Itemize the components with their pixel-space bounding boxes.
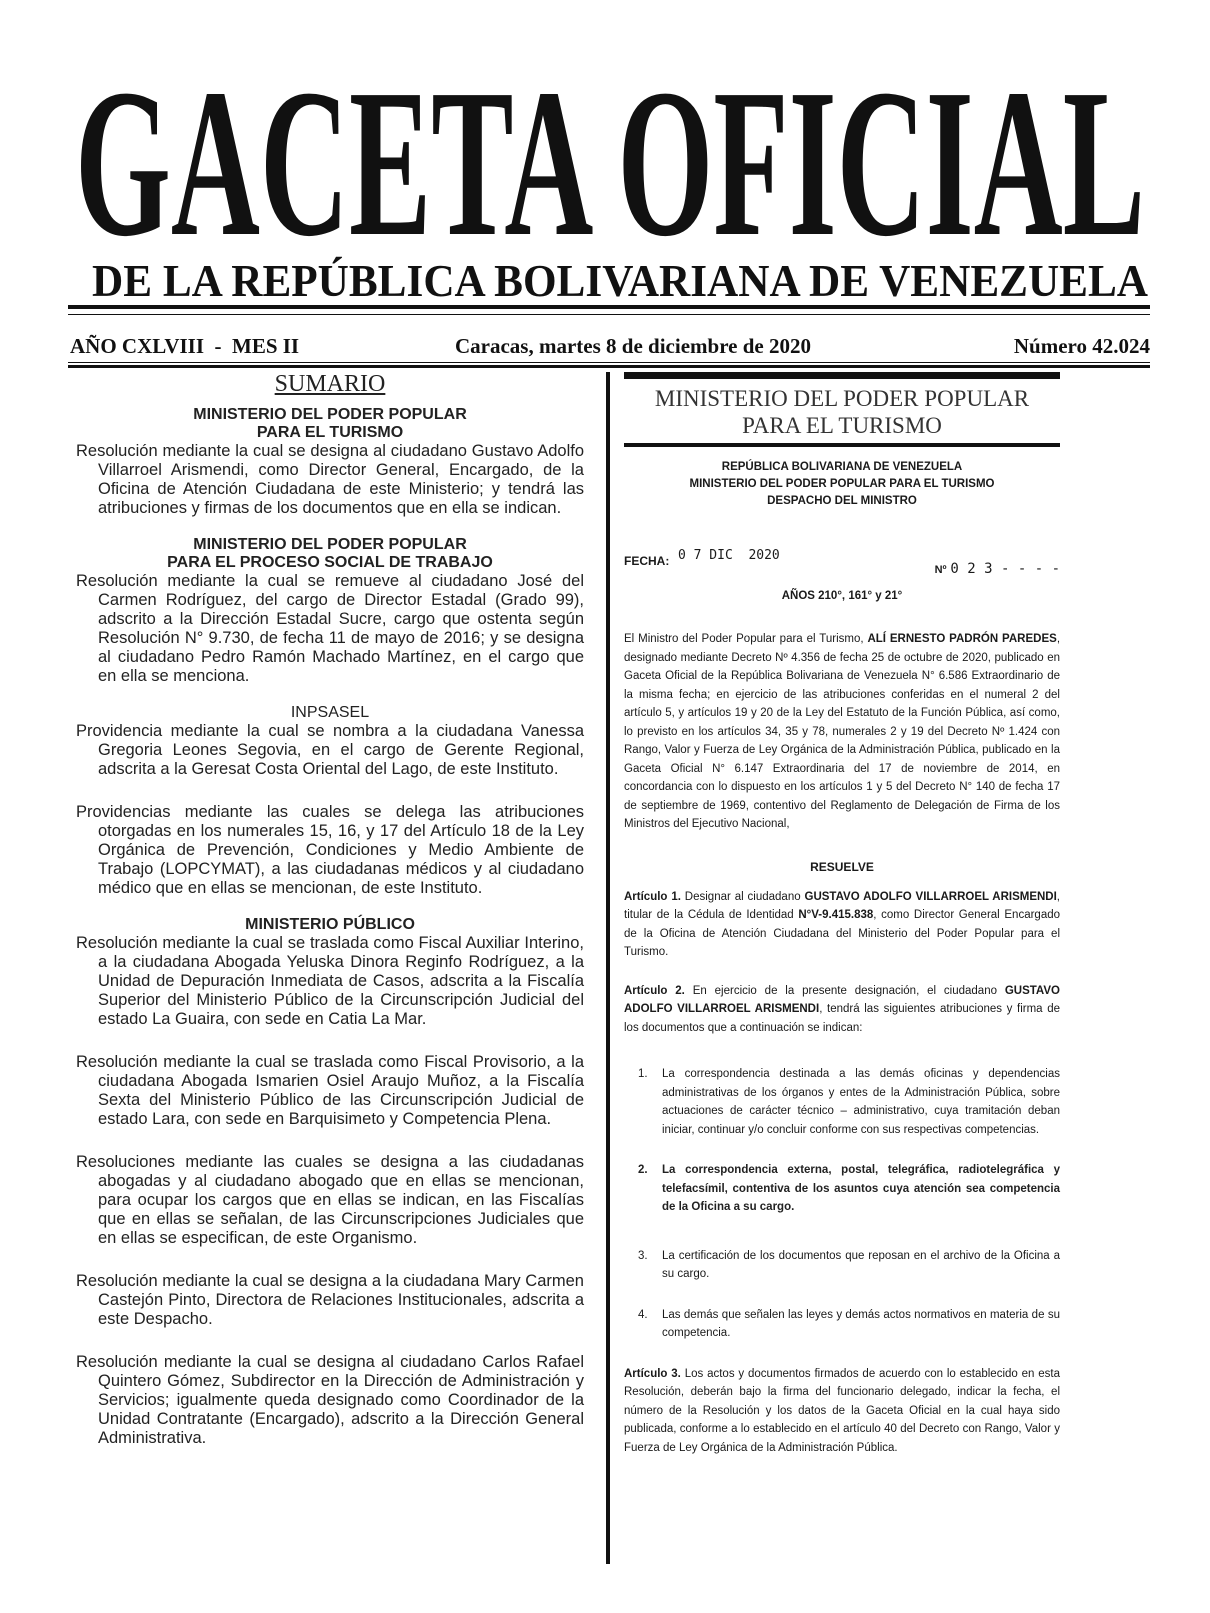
issue-date: Caracas, martes 8 de diciembre de 2020	[455, 334, 811, 358]
number-label: Nº	[934, 564, 947, 576]
header-rule-top-thin	[68, 314, 1150, 315]
list-item: 4. Las demás que señalen las leyes y demás actos normativos en materia de su competencia.	[638, 1308, 1060, 1339]
sumario-entry: Resolución mediante la cual se traslada como Fiscal Provisorio, a la ciudadana Abogada Ismarien Osiel Araujo Muñoz, a la Fiscalía Sexta del Ministerio Público de las Circunscripción Judicial de estado Lara, con sede en Barquisimeto y Competencia Plena.	[76, 1053, 584, 1128]
resuelve-heading: RESUELVE	[810, 859, 874, 874]
sumario-column	[76, 368, 584, 1448]
years-line: AÑOS 210°, 161° y 21°	[781, 590, 903, 602]
sumario-entry: Resolución mediante la cual se designa al ciudadano Carlos Rafael Quintero Gómez, Subdirector en la Dirección de Administración y Servicios; igualmente queda designado como Coordinador de la Unidad Contratante (Encargado), adscrito a la Dirección General Administrativa.	[76, 1353, 584, 1447]
section-heading: INPSASEL	[290, 704, 370, 721]
masthead-subtitle	[90, 254, 1150, 304]
masthead-title	[70, 52, 1150, 252]
ministry-rule-bottom	[624, 443, 1060, 447]
section-heading: MINISTERIO PÚBLICO	[245, 916, 415, 933]
resolution-number	[935, 560, 1060, 577]
date-number-row	[624, 548, 1060, 577]
number-value: 0 2 3 - - - -	[950, 561, 1060, 577]
attributions-list	[624, 1065, 1060, 1343]
list-item: 3. La certificación de los documentos que reposan en el archivo de la Oficina a su cargo.	[638, 1249, 1060, 1280]
svg-text:GACETA OFICIAL: GACETA OFICIAL	[75, 52, 1145, 252]
list-item: 1. La correspondencia destinada a las demás oficinas y dependencias administrativas de los órganos y entes de la Administración Pública, sobre actuaciones de carácter técnico – administrativo, cuya tramitación deban iniciar, continuar y/o concluir conforme con sus respectivas competencias.	[638, 1068, 1060, 1136]
section-heading: MINISTERIO DEL PODER POPULAR PARA EL TURISMO	[193, 406, 467, 441]
sumario-entry: Resolución mediante la cual se remueve al ciudadano José del Carmen Rodríguez, del cargo de Director Estadal (Grado 99), adscrito a la Dirección Estadal Sucre, cargo que ostenta según Resolución N° 9.730, de fecha 11 de mayo de 2016; y se designa al ciudadano Pedro Ramón Machado Martínez, en el cargo que en ella se menciona.	[76, 572, 584, 685]
sumario-entry: Resolución mediante la cual se traslada como Fiscal Auxiliar Interino, a la ciudadana Abogada Yeluska Dinora Reginfo Rodríguez, a la Unidad de Depuración Inmediata de Casos, adscrita a la Fiscalía Superior del Ministerio Público de la Circunscripción Judicial del estado La Guaira, con sede en Catia La Mar.	[76, 934, 584, 1028]
resolution-column	[624, 372, 1060, 1457]
article-2: Artículo 2. En ejercicio de la presente designación, el ciudadano GUSTAVO ADOLFO VILLARROEL ARISMENDI, tendrá las siguientes atribuciones y firma de los documentos que a continuación se indican:	[624, 984, 1060, 1034]
date-label: FECHA:	[624, 554, 670, 568]
ministry-rule-top	[624, 372, 1060, 379]
issue-number: Número 42.024	[1013, 334, 1150, 358]
article-3: Artículo 3. Los actos y documentos firmados de acuerdo con lo establecido en esta Resolución, deberán bajo la firma del funcionario delegado, indicar la fecha, el número de la Resolución y los datos de la Gaceta Oficial en la cual haya sido publicada, conforme a lo establecido en el artículo 40 del Decreto con Rango, Valor y Fuerza de Ley Orgánica de la Administración Pública.	[624, 1367, 1060, 1454]
sumario-entry: Providencia mediante la cual se nombra a la ciudadana Vanessa Gregoria Leones Segovia, en el cargo de Gerente Regional, adscrita a la Geresat Costa Oriental del Lago, de este Instituto.	[76, 722, 584, 778]
preamble: El Ministro del Poder Popular para el Turismo, ALÍ ERNESTO PADRÓN PAREDES, designado mediante Decreto Nº 4.356 de fecha 25 de octubre de 2020, publicado en Gaceta Oficial de la República Bolivariana de Venezuela N° 6.586 Extraordinario de la misma fecha; en ejercicio de las atribuciones conferidas en el numeral 2 del artículo 5, y artículos 19 y 20 de la Ley del Estatuto de la Función Pública, así como, lo previsto en los artículos 34, 35 y 78, numerales 2 y 19 del Decreto Nº 1.424 con Rango, Valor y Fuerza de Ley Orgánica de la Administración Pública, publicado en la Gaceta Oficial N° 6.147 Extraordinaria del 17 de noviembre de 2014, en concordancia con lo dispuesto en los artículos 1 y 5 del Decreto N° 140 de fecha 17 de septiembre de 1969, contentivo del Reglamento de Delegación de Firma de los Ministros del Ejecutivo Nacional,	[624, 633, 1061, 830]
header-rule-bottom	[68, 362, 1150, 363]
ministry-title: MINISTERIO DEL PODER POPULAR PARA EL TURISMO	[654, 386, 1030, 438]
sumario-entry: Resolución mediante la cual se designa a la ciudadana Mary Carmen Castejón Pinto, Directora de Relaciones Institucionales, adscrita a este Despacho.	[76, 1272, 584, 1328]
list-item: 2. La correspondencia externa, postal, telegráfica, radiotelegráfica y telefacsímil, contentiva de los asuntos cuya atención sea competencia de la Oficina a su cargo.	[638, 1164, 1060, 1213]
sumario-entry: Resoluciones mediante las cuales se designa a las ciudadanas abogadas y al ciudadano abogado que en ellas se mencionan, para ocupar los cargos que en ellas se indican, en las Fiscalías que en ellas se señalan, de las Circunscripciones Judiciales que en ellas se especifican, de este Organismo.	[76, 1153, 584, 1247]
sumario-entry: Providencias mediante las cuales se delega las atribuciones otorgadas en los numerales 15, 16, y 17 del Artículo 18 de la Ley Orgánica de Prevención, Condiciones y Medio Ambiente de Trabajo (LOPCYMAT), a las ciudadanas médicos y al ciudadano médico que en ellas se mencionan, de este Instituto.	[76, 803, 584, 897]
sumario-entry: Resolución mediante la cual se designa al ciudadano Gustavo Adolfo Villarroel Arismendi, como Director General, Encargado, de la Oficina de Atención Ciudadana de este Ministerio; y tendrá las atribuciones y firmas de los documentos que en ella se indican.	[76, 442, 584, 517]
issue-year: AÑO CXLVIII - MES II	[70, 334, 300, 358]
header-rule-top	[68, 305, 1150, 309]
column-divider	[606, 372, 610, 1564]
article-1: Artículo 1. Designar al ciudadano GUSTAVO ADOLFO VILLARROEL ARISMENDI, titular de la Cédula de Identidad N°V-9.415.838, como Director General Encargado de la Oficina de Atención Ciudadana del Ministerio del Poder Popular para el Turismo.	[624, 890, 1061, 958]
section-heading: MINISTERIO DEL PODER POPULAR PARA EL PROCESO SOCIAL DE TRABAJO	[167, 536, 493, 571]
sumario-title: SUMARIO	[274, 371, 386, 397]
letterhead: REPÚBLICA BOLIVARIANA DE VENEZUELA MINISTERIO DEL PODER POPULAR PARA EL TURISMO DESPACHO DEL MINISTRO	[689, 461, 995, 507]
svg-text:DE LA REPÚBLICA BOLIVARIANA DE: DE LA REPÚBLICA BOLIVARIANA DE VENEZUELA	[92, 255, 1148, 304]
date-stamp: 0 7 DIC 2020	[678, 548, 780, 563]
